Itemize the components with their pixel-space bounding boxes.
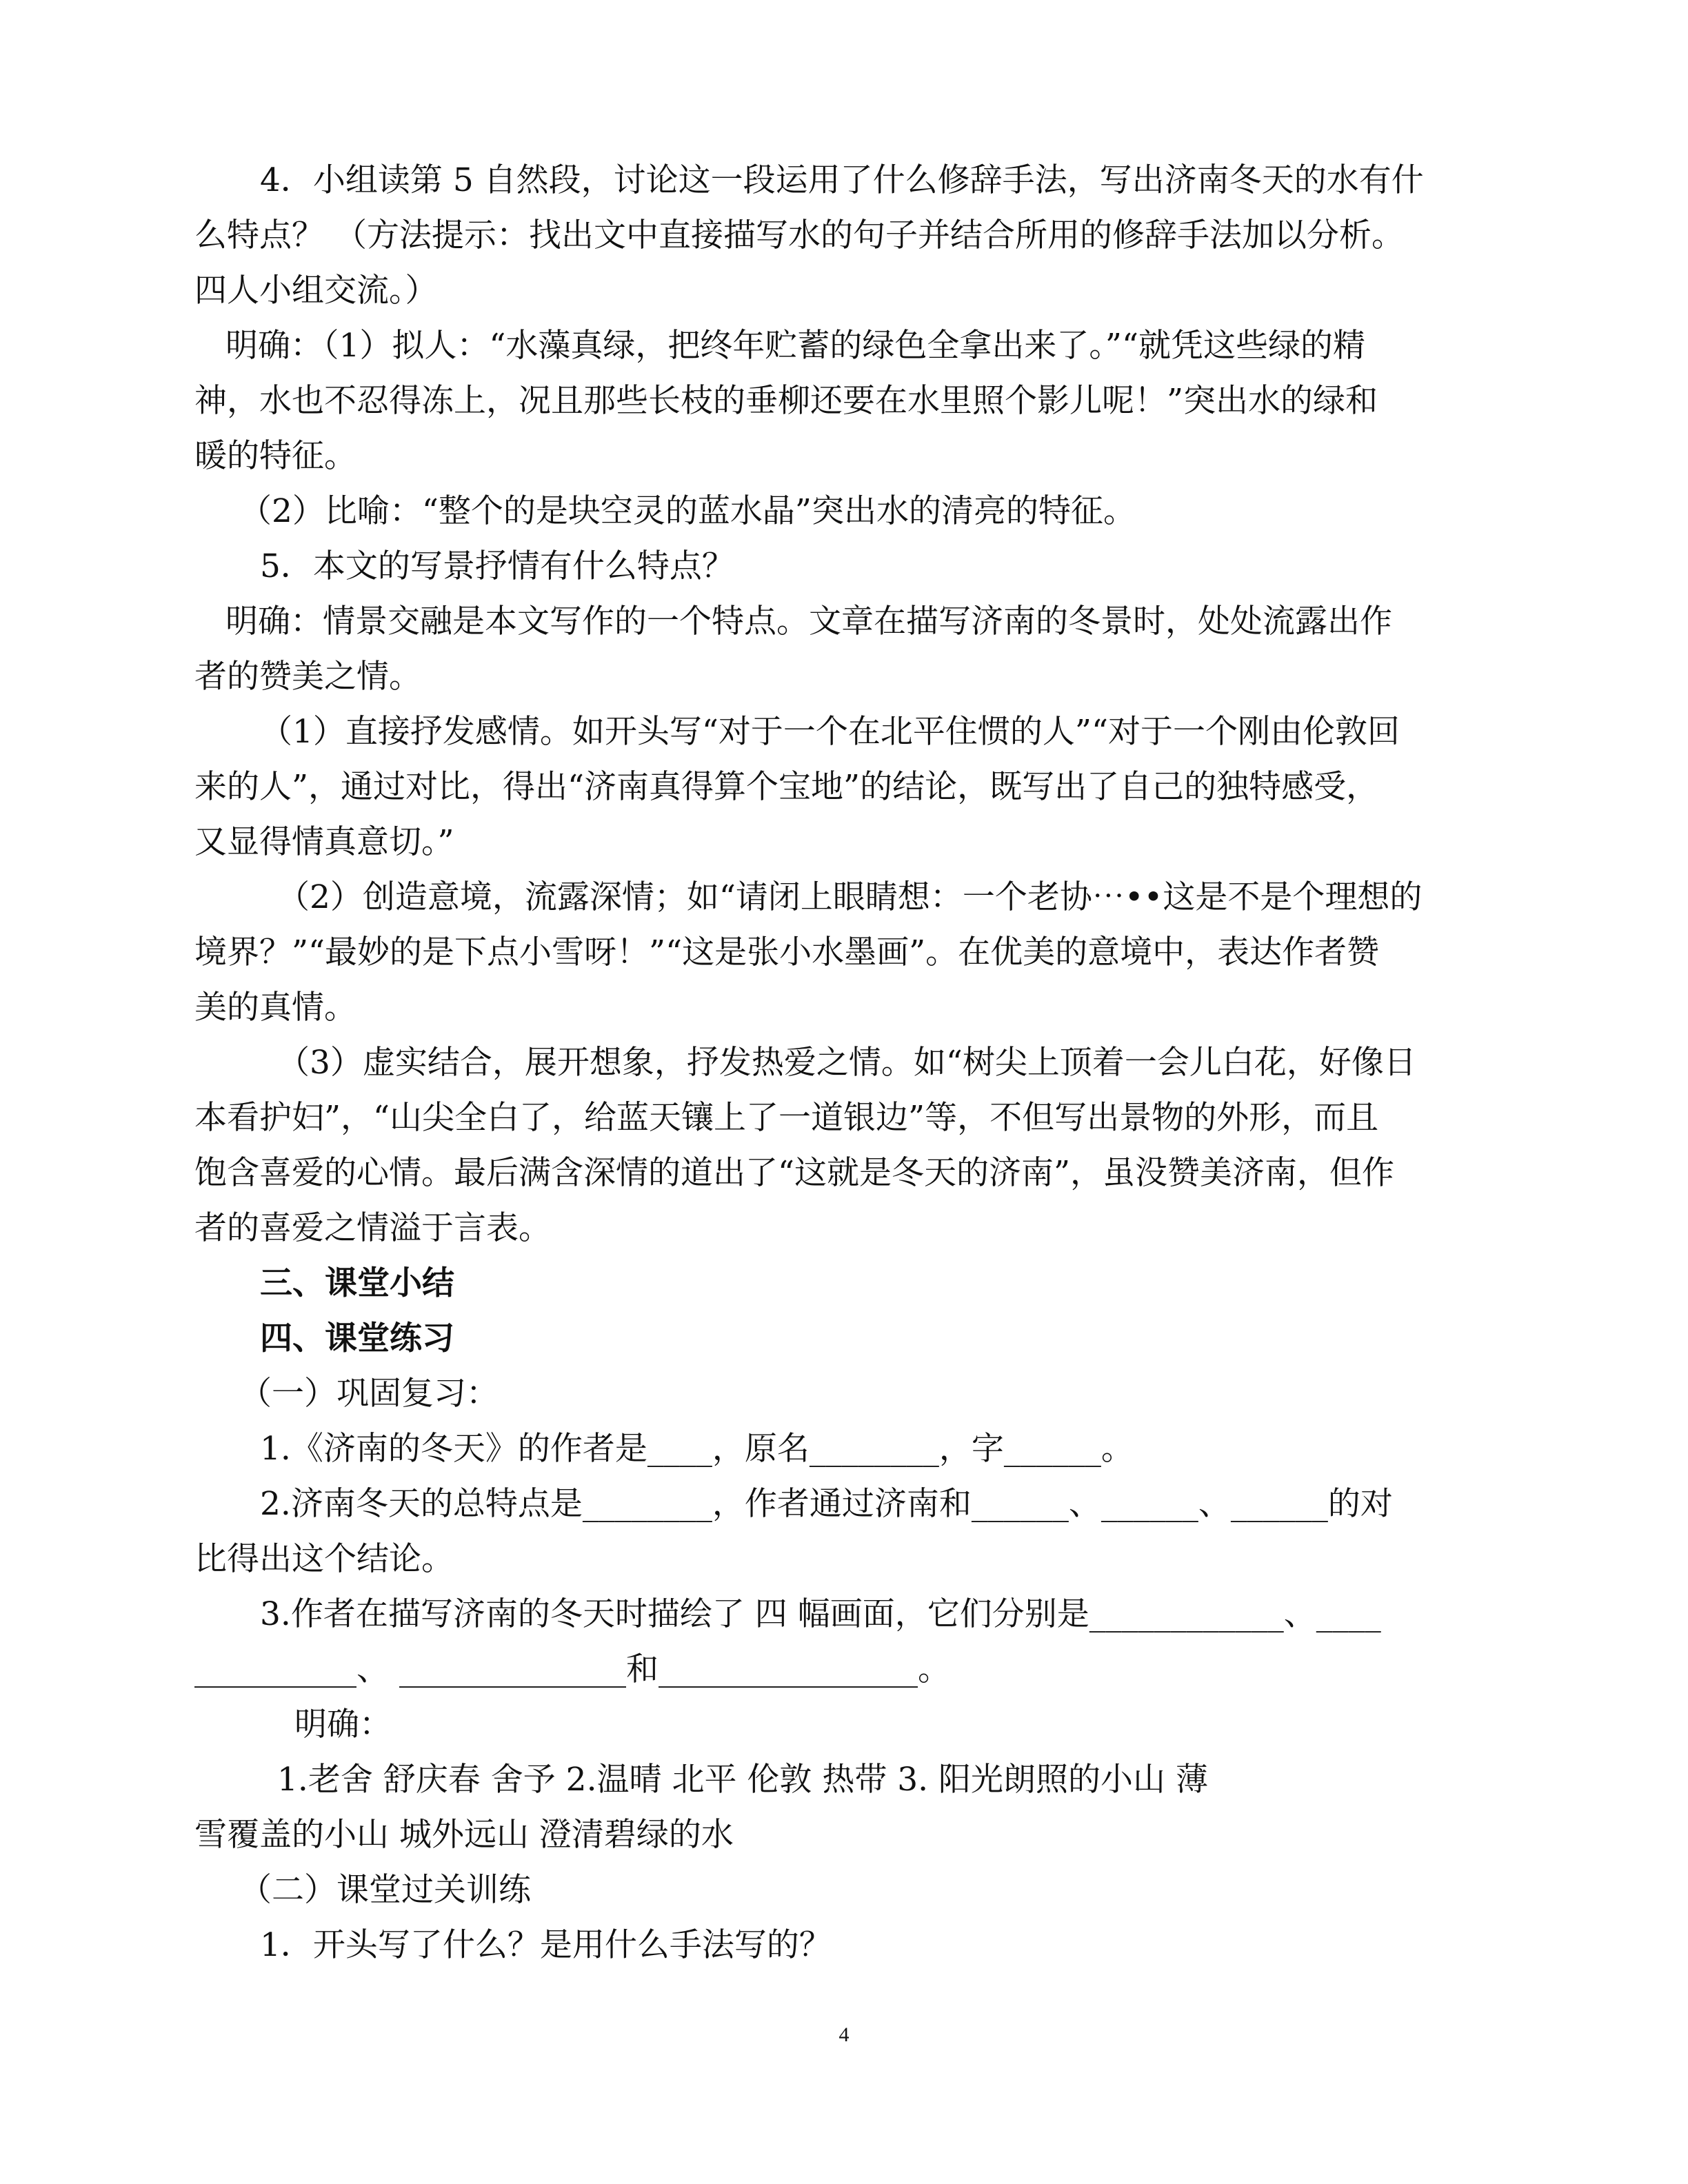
answer-5-line-1: 明确：情景交融是本文写作的一个特点。文章在描写济南的冬景时，处处流露出作	[225, 603, 1392, 640]
question-4-line-2: 么特点？ （方法提示：找出文中直接描写水的句子并结合所用的修辞手法加以分析。	[194, 216, 1404, 254]
exercise-answer-line-2: 雪覆盖的小山 城外远山 澄清碧绿的水	[194, 1816, 734, 1854]
answer-5-point-1-line-3: 又显得情真意切。”	[194, 823, 454, 861]
section-heading-summary: 三、课堂小结	[260, 1264, 454, 1302]
page-number: 4	[838, 2023, 850, 2046]
exercise-2-line-1: 2.济南冬天的总特点是________，作者通过济南和______、______、______的对	[260, 1485, 1393, 1523]
answer-5-point-3-line-4: 者的喜爱之情溢于言表。	[194, 1209, 551, 1247]
answer-4-line-1: 明确：（1）拟人：“水藻真绿，把终年贮蓄的绿色全拿出来了。”“就凭这些绿的精	[225, 327, 1365, 365]
exercise-2-line-2: 比得出这个结论。	[194, 1540, 454, 1578]
answer-5-line-2: 者的赞美之情。	[194, 658, 421, 696]
answer-5-point-2-line-1: （2）创造意境，流露深情；如“请闭上眼睛想：一个老协⋯••这是不是个理想的	[277, 878, 1423, 916]
subsection-review-heading: （一）巩固复习：	[239, 1375, 499, 1413]
exercise-3-line-2: __________、 ______________和________________。	[194, 1650, 950, 1688]
answer-4-line-2: 神，水也不忍得冻上，况且那些长枝的垂柳还要在水里照个影儿呢！”突出水的绿和	[194, 382, 1378, 420]
answer-5-point-3-line-2: 本看护妇”，“山尖全白了，给蓝天镶上了一道银边”等，不但写出景物的外形，而且	[194, 1099, 1379, 1137]
answer-5-point-1-line-2: 来的人”，通过对比，得出“济南真得算个宝地”的结论，既写出了自己的独特感受，	[194, 768, 1379, 806]
question-4-line-1: 4．小组读第 5 自然段，讨论这一段运用了什么修辞手法，写出济南冬天的水有什	[260, 161, 1424, 199]
page-body	[194, 153, 1436, 1973]
question-4-line-3: 四人小组交流。）	[194, 272, 438, 310]
answer-4-line-3: 暖的特征。	[194, 437, 356, 475]
exercise-1-line: 1.《济南的冬天》的作者是____，原名________，字______。	[260, 1430, 1134, 1468]
subsection-training-heading: （二）课堂过关训练	[239, 1871, 531, 1909]
section-heading-practice: 四、课堂练习	[260, 1320, 454, 1357]
answer-5-point-2-line-3: 美的真情。	[194, 989, 356, 1027]
answer-5-point-3-line-3: 饱含喜爱的心情。最后满含深情的道出了“这就是冬天的济南”，虽没赞美济南，但作	[194, 1154, 1395, 1192]
exercise-answer-label: 明确：	[294, 1706, 392, 1743]
exercise-3-line-1: 3.作者在描写济南的冬天时描绘了 四 幅画面，它们分别是____________、____	[260, 1595, 1381, 1633]
answer-4-line-4: （2）比喻：“整个的是块空灵的蓝水晶”突出水的清亮的特征。	[239, 492, 1136, 530]
answer-5-point-1-line-1: （1）直接抒发感情。如开头写“对于一个在北平住惯的人”“对于一个刚由伦敦回	[260, 713, 1400, 751]
answer-5-point-2-line-2: 境界？”“最妙的是下点小雪呀！”“这是张小水墨画”。在优美的意境中，表达作者赞	[194, 933, 1380, 971]
question-5-line: 5．本文的写景抒情有什么特点？	[260, 547, 734, 585]
answer-5-point-3-line-1: （3）虚实结合，展开想象，抒发热爱之情。如“树尖上顶着一会儿白花，好像日	[277, 1044, 1416, 1082]
exercise-answer-line-1: 1.老舍 舒庆春 舍予 2.温晴 北平 伦敦 热带 3. 阳光朗照的小山 薄	[277, 1761, 1208, 1799]
training-question-1-line: 1．开头写了什么？是用什么手法写的？	[260, 1926, 832, 1964]
